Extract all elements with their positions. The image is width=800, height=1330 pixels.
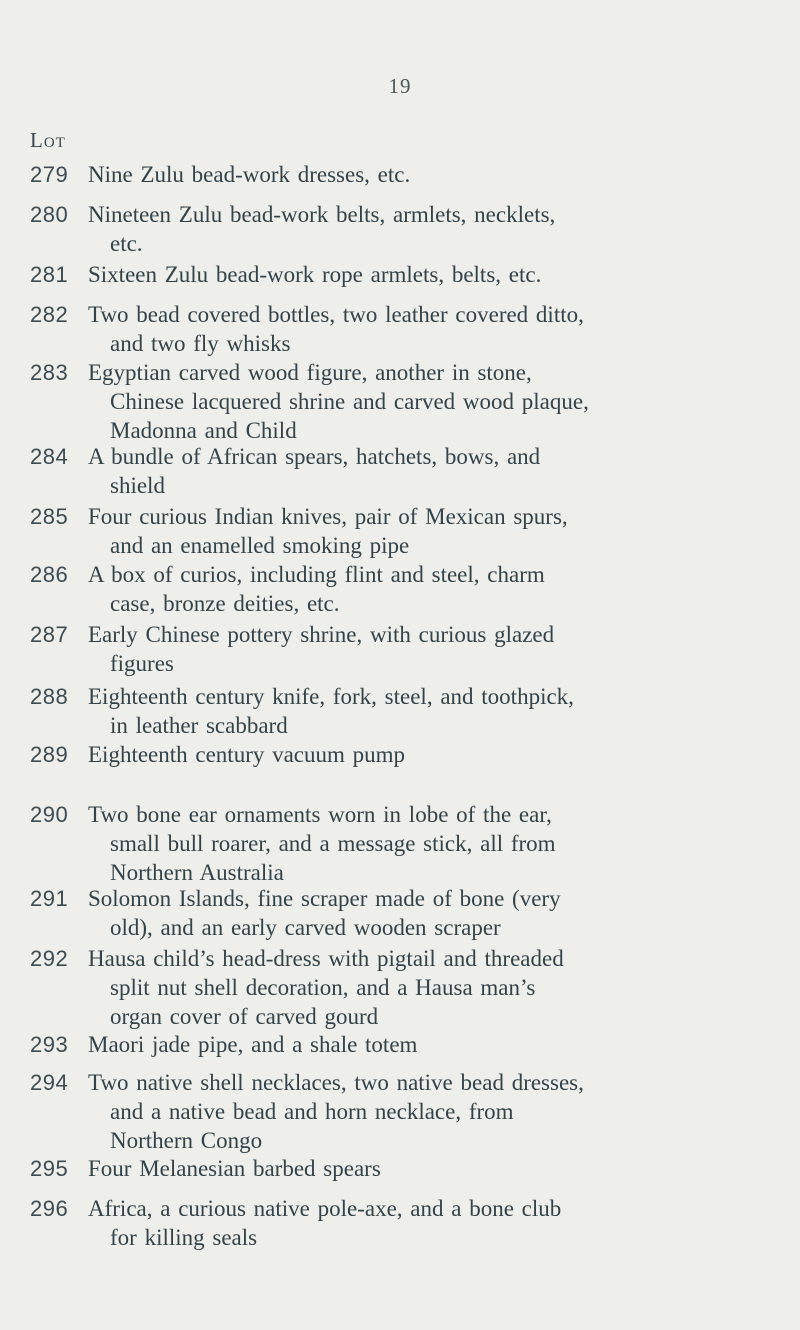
lot-description-line: figures [110, 651, 174, 676]
lot-description [88, 884, 798, 942]
lot-description-line: shield [110, 473, 165, 498]
lot-description-line: Northern Australia [110, 860, 284, 885]
lot-description [88, 502, 798, 560]
lot-description-line: Nine Zulu bead-work dresses, etc. [88, 162, 411, 187]
lot-description-line: Africa, a curious native pole-axe, and a bone club [88, 1196, 562, 1221]
lot-description-line: Egyptian carved wood figure, another in stone, [88, 360, 532, 385]
lot-description-line: Nineteen Zulu bead-work belts, armlets, necklets, [88, 202, 556, 227]
lot-description-line: in leather scabbard [110, 713, 288, 738]
lot-number: 296 [30, 1196, 69, 1221]
lot-description-line: A bundle of African spears, hatchets, bows, and [88, 444, 541, 469]
lot-description [88, 1194, 798, 1252]
lot-description-line: Two bone ear ornaments worn in lobe of the ear, [88, 802, 552, 827]
lot-number: 286 [30, 562, 69, 587]
lot-number: 291 [30, 886, 69, 911]
lot-description-line: Early Chinese pottery shrine, with curious glazed [88, 622, 555, 647]
lot-description [88, 740, 798, 769]
lot-description-line: organ cover of carved gourd [110, 1004, 379, 1029]
lot-description-line: and an enamelled smoking pipe [110, 533, 410, 558]
lot-number: 288 [30, 684, 69, 709]
lot-description-line: A box of curios, including flint and steel, charm [88, 562, 545, 587]
lot-description-line: Hausa child’s head-dress with pigtail and threaded [88, 946, 564, 971]
lot-description-line: Sixteen Zulu bead-work rope armlets, belts, etc. [88, 262, 542, 287]
lot-description-line: Two bead covered bottles, two leather covered ditto, [88, 302, 584, 327]
lot-description [88, 1068, 798, 1155]
lot-description [88, 358, 798, 445]
lot-number: 279 [30, 162, 69, 187]
lot-description-line: old), and an early carved wooden scraper [110, 915, 501, 940]
lot-description-line: Solomon Islands, fine scraper made of bone (very [88, 886, 561, 911]
lot-description-line: Chinese lacquered shrine and carved wood plaque, [110, 389, 589, 414]
lot-description-line: Maori jade pipe, and a shale totem [88, 1032, 418, 1057]
lot-description-line: split nut shell decoration, and a Hausa man’s [110, 975, 536, 1000]
lot-description-line: Eighteenth century knife, fork, steel, and toothpick, [88, 684, 574, 709]
lot-number: 294 [30, 1070, 69, 1095]
lot-description [88, 682, 798, 740]
lot-description [88, 560, 798, 618]
lot-description-line: and two fly whisks [110, 331, 291, 356]
lot-description [88, 944, 798, 1031]
lot-description-line: case, bronze deities, etc. [110, 591, 340, 616]
lot-description [88, 800, 798, 887]
page-number: 19 [388, 74, 412, 98]
lot-number: 289 [30, 742, 69, 767]
lot-description-line: Four curious Indian knives, pair of Mexican spurs, [88, 504, 568, 529]
lot-column-header: Lot [30, 128, 66, 152]
lot-description-line: Four Melanesian barbed spears [88, 1156, 381, 1181]
lot-description [88, 200, 798, 258]
lot-description-line: etc. [110, 231, 143, 256]
lot-description-line: Eighteenth century vacuum pump [88, 742, 406, 767]
lot-number: 282 [30, 302, 69, 327]
lot-description-line: Two native shell necklaces, two native bead dresses, [88, 1070, 584, 1095]
lot-number: 280 [30, 202, 69, 227]
lot-description-line: small bull roarer, and a message stick, all from [110, 831, 556, 856]
lot-description [88, 300, 798, 358]
lot-number: 281 [30, 262, 69, 287]
lot-description [88, 1030, 798, 1059]
lot-description-line: and a native bead and horn necklace, from [110, 1099, 514, 1124]
lot-number: 287 [30, 622, 69, 647]
lot-description-line: Madonna and Child [110, 418, 297, 443]
lot-number: 292 [30, 946, 69, 971]
lot-description [88, 620, 798, 678]
lot-description-line: for killing seals [110, 1225, 258, 1250]
lot-description [88, 1154, 798, 1183]
lot-description [88, 160, 798, 189]
lot-number: 290 [30, 802, 69, 827]
lot-number: 293 [30, 1032, 69, 1057]
lot-number: 283 [30, 360, 69, 385]
lot-number: 295 [30, 1156, 69, 1181]
lot-description [88, 442, 798, 500]
lot-description-line: Northern Congo [110, 1128, 263, 1153]
lot-number: 285 [30, 504, 69, 529]
lot-number: 284 [30, 444, 69, 469]
lot-description [88, 260, 798, 289]
